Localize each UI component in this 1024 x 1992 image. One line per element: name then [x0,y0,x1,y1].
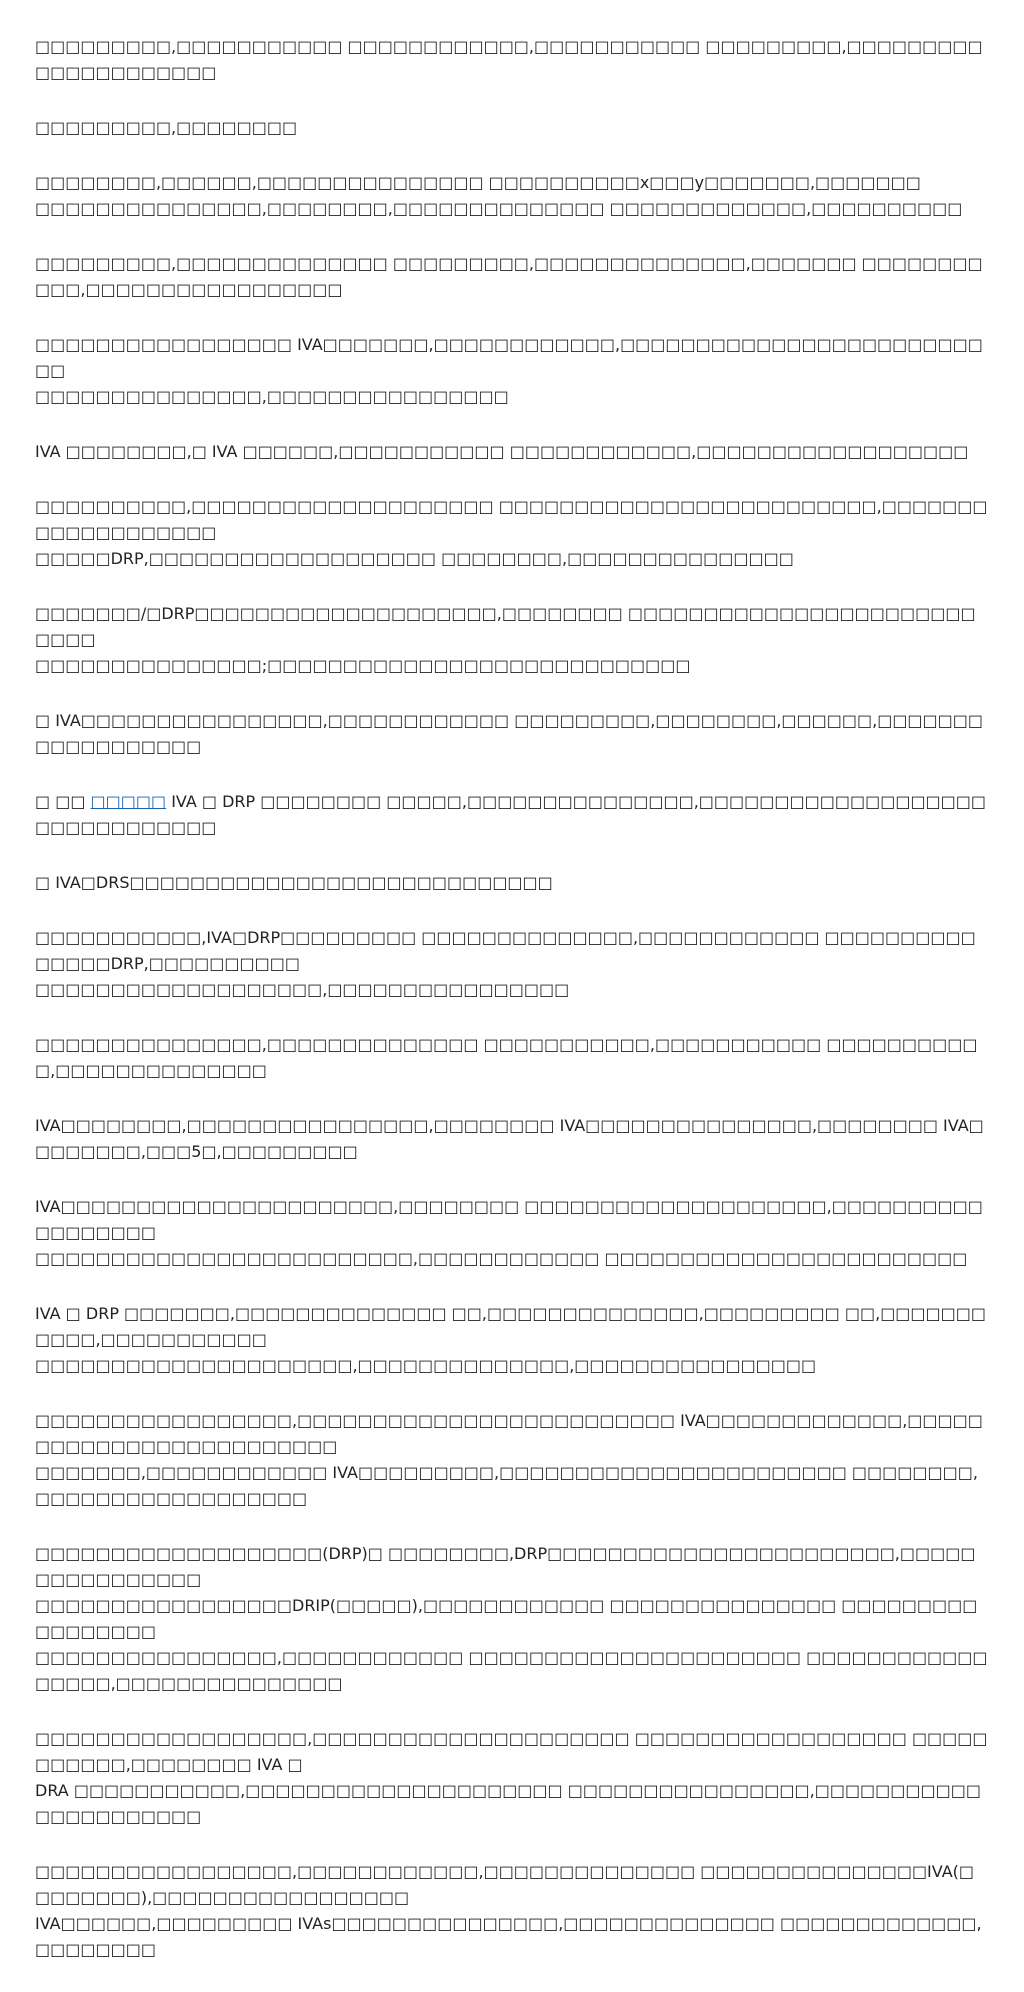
paragraph: □□□□□□□□□,□□□□□□□□ [35,118,298,137]
paragraph: □□□□□□□□□,□□□□□□□□□□□□□□ □□□□□□□□□,□□□□□□□□□□□□□□,□□□□□□□ □□□□□□□□□□□,□□□□□□□□□□□□□□□□□ [35,254,983,299]
paragraph: IVA□□□□□□□□□□□□□□□□□□□□□□,□□□□□□□□ □□□□□□□□□□□□□□□□□□□□,□□□□□□□□□□□□□□□□□□ □□□□□□□□□□□□□□□□□□□□□□□□□,□□□□□□□□□□□□ □□□□□□□□□□□□□□□□□□□□□□□□ [35,1197,983,1268]
link-paragraph-prefix: □ □□ [35,792,91,811]
document-body [35,34,989,1992]
paragraph: IVA□□□□□□□□,□□□□□□□□□□□□□□□□,□□□□□□□□ IVA□□□□□□□□□□□□□□□,□□□□□□□□ IVA□□□□□□□□,□□□5□,□□□□□□□□□ [35,1116,984,1161]
paragraph: □□□□□□□□□□□□□□□,□□□□□□□□□□□□□□ □□□□□□□□□□□,□□□□□□□□□□□ □□□□□□□□□□□,□□□□□□□□□□□□□□ [35,1035,978,1080]
paragraph: □□□□□□□□□□,□□□□□□□□□□□□□□□□□□□□ □□□□□□□□□□□□□□□□□□□□□□□□□,□□□□□□□□□□□□□□□□□□□ □□□□□DRP,□□□□□□□□□□□□□□□□□□□ □□□□□□□□,□□□□□□□□□□□□□□□ [35,497,988,568]
paragraph: □□□□□□□□□□□□□□□□□□,□□□□□□□□□□□□□□□□□□□□□ □□□□□□□□□□□□□□□□□□ □□□□□□□□□□□,□□□□□□□□ IVA □ DRA □□□□□□□□□□□,□□□□□□□□□□□□□□□□□□□□□ □□□□□□□□□□□□□□□□,□□□□□□□□□□□□□□□□□□□□□□ [35,1729,988,1826]
inline-link[interactable]: □□□□□ [90,792,167,811]
paragraph: IVA □ DRP □□□□□□□,□□□□□□□□□□□□□□ □□,□□□□□□□□□□□□□□,□□□□□□□□□ □□,□□□□□□□□□□□,□□□□□□□□□□□ □□□□□□□□□□□□□□□□□□□□□,□□□□□□□□□□□□□□,□□□□□□□□□□□□□□□□ [35,1304,987,1375]
paragraph: □□□□□□□□□□□,IVA□DRP□□□□□□□□□ □□□□□□□□□□□□□□,□□□□□□□□□□□□ □□□□□□□□□□□□□□□DRP,□□□□□□□□□□ □□□□□□□□□□□□□□□□□□□,□□□□□□□□□□□□□□□□ [35,928,976,999]
paragraph: □□□□□□□/□DRP□□□□□□□□□□□□□□□□□□□□,□□□□□□□□ □□□□□□□□□□□□□□□□□□□□□□□□□□□ □□□□□□□□□□□□□□□;□□□□□□□□□□□□□□□□□□□□□□□□□□□□ [35,604,976,675]
paragraph: □□□□□□□□□□□□□□□□□□□(DRP)□ □□□□□□□□,DRP□□□□□□□□□□□□□□□□□□□□□□□,□□□□□□□□□□□□□□□□ □□□□□□□□□□□□□□□□□DRIP(□□□□□),□□□□□□□□□□□□ □□□□□□□□□□□□□□□ □□□□□□□□□□□□□□□□□ □□□□□□□□□□□□□□□□,□□□□□□□□□□□□ □□□□□□□□□□□□□□□□□□□□□□ □□□□□□□□□□□□□□□□□,□□□□□□□□□□□□□□□ [35,1544,988,1693]
paragraph: □□□□□□□□□,□□□□□□□□□□□ □□□□□□□□□□□□,□□□□□□□□□□□ □□□□□□□□□,□□□□□□□□□□□□□□□□□□□□□ [35,37,983,82]
paragraph: □□□□□□□□□□□□□□□□□ IVA□□□□□□□,□□□□□□□□□□□□,□□□□□□□□□□□□□□□□□□□□□□□□□□ □□□□□□□□□□□□□□□,□□□□□□□□□□□□□□□□ [35,335,983,406]
paragraph: □ IVA□□□□□□□□□□□□□□□□,□□□□□□□□□□□□ □□□□□□□□□,□□□□□□□□,□□□□□□,□□□□□□□□□□□□□□□□□□ [35,711,984,756]
paragraph: □□□□□□□□□□□□□□□□□,□□□□□□□□□□□□,□□□□□□□□□□□□□□ □□□□□□□□□□□□□□□IVA(□□□□□□□□),□□□□□□□□□□□□□□□□□ IVA□□□□□□,□□□□□□□□□ IVAs□□□□□□□□□□□□□□□,□□□□□□□□□□□□□□ □□□□□□□□□□□□□,□□□□□□□□ [35,1862,982,1959]
paragraph-with-link [35,789,989,841]
paragraph: □ IVA□DRS□□□□□□□□□□□□□□□□□□□□□□□□□□□□ [35,873,553,892]
paragraph: □□□□□□□□,□□□□□□,□□□□□□□□□□□□□□□ □□□□□□□□□□x□□□y□□□□□□□,□□□□□□□ □□□□□□□□□□□□□□□,□□□□□□□□,□□□□□□□□□□□□□□ □□□□□□□□□□□□□,□□□□□□□□□□ [35,173,963,218]
link-paragraph-suffix: IVA □ DRP □□□□□□□□ □□□□□,□□□□□□□□□□□□□□□,□□□□□□□□□□□□□□□□□□□□□□□□□□□□□□□ [35,792,987,837]
paragraph: IVA □□□□□□□□,□ IVA □□□□□□,□□□□□□□□□□□ □□□□□□□□□□□□,□□□□□□□□□□□□□□□□□□ [35,442,969,461]
paragraph: □□□□□□□□□□□□□□□□□,□□□□□□□□□□□□□□□□□□□□□□□□□ IVA□□□□□□□□□□□□□,□□□□□□□□□□□□□□□□□□□□□□□□□ □□□□□□□,□□□□□□□□□□□□ IVA□□□□□□□□□,□□□□□□□□□□□□□□□□□□□□□□□ □□□□□□□□,□□□□□□□□□□□□□□□□□□ [35,1411,983,1508]
